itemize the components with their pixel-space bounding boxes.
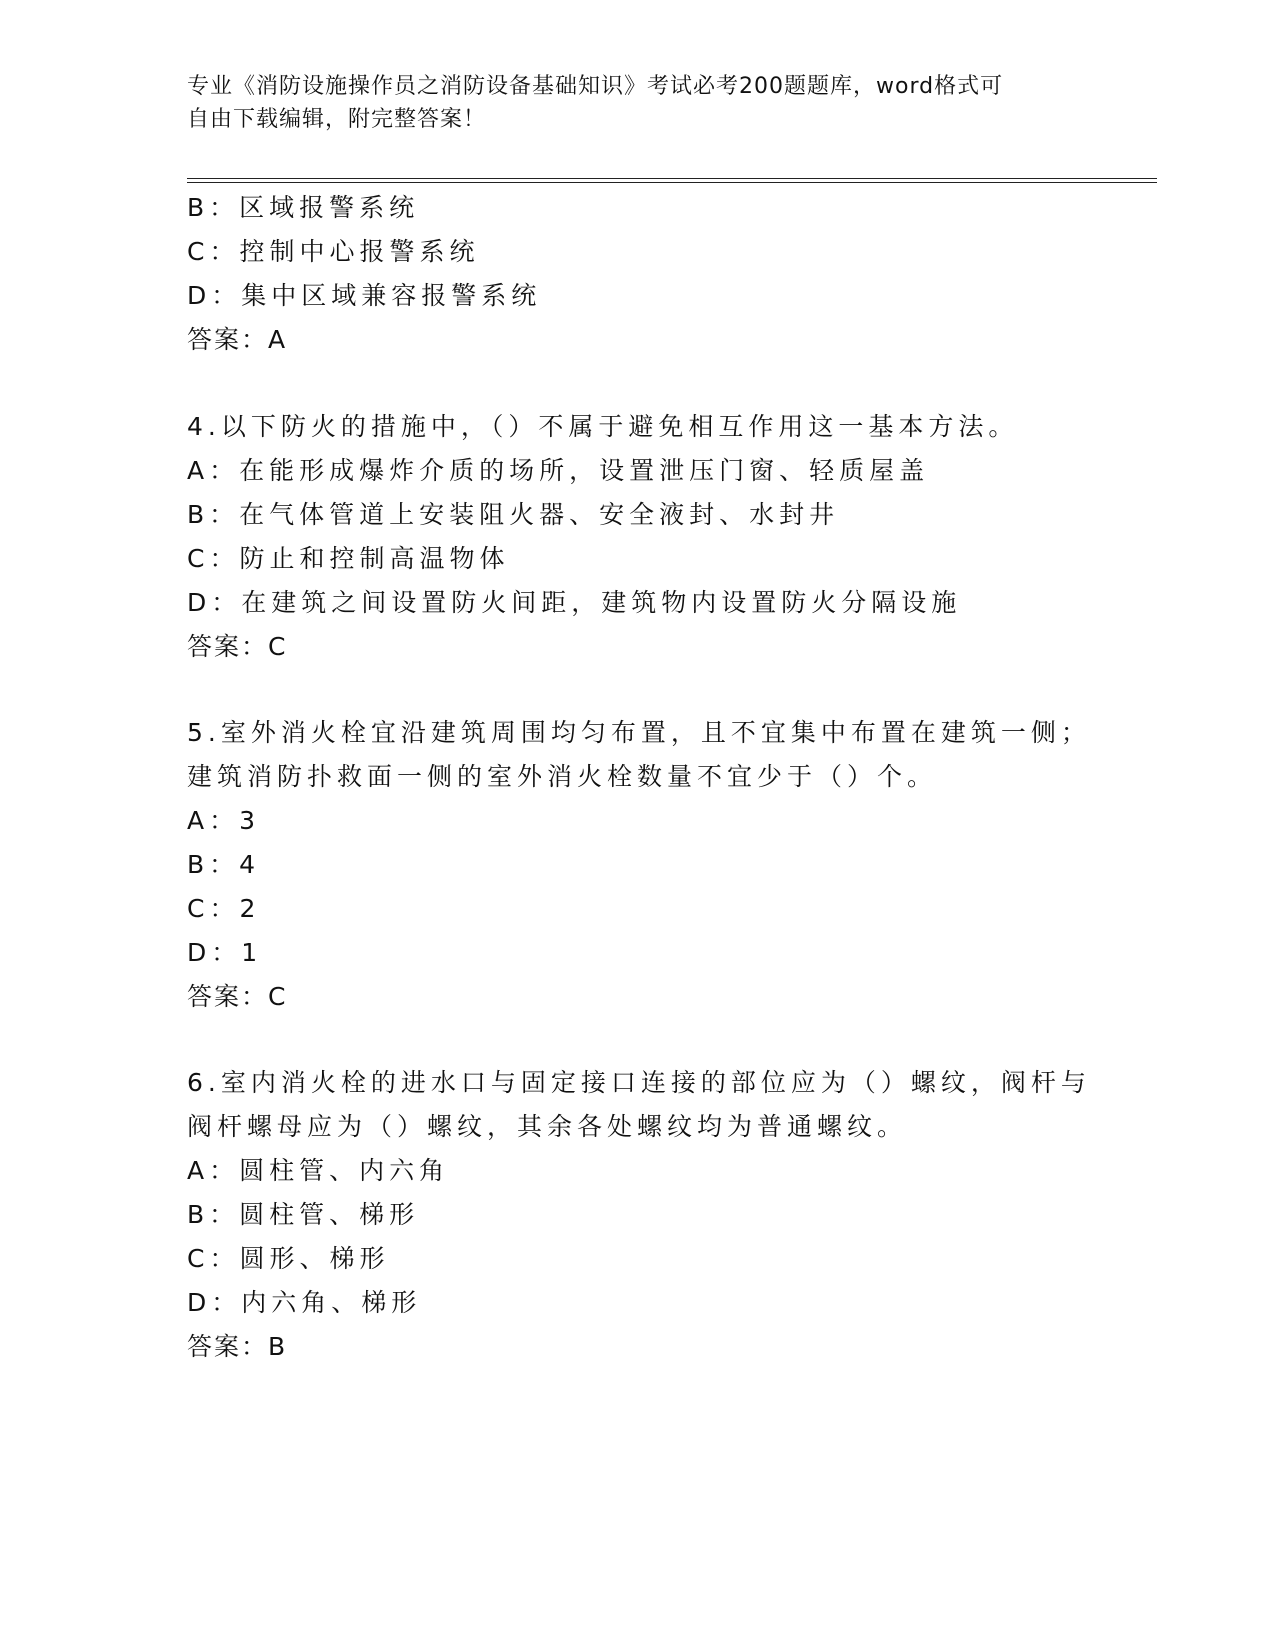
header-line-2: 自由下载编辑，附完整答案！ (187, 107, 487, 132)
option-b: B：圆柱管、梯形 (187, 1200, 420, 1229)
option-a: A：圆柱管、内六角 (187, 1156, 450, 1185)
option-b: B：在气体管道上安装阻火器、安全液封、水封井 (187, 500, 840, 529)
question-stem-line-2: 建筑消防扑救面一侧的室外消火栓数量不宜少于（）个。 (187, 762, 938, 791)
question-stem-line-2: 阀杆螺母应为（）螺纹，其余各处螺纹均为普通螺纹。 (187, 1112, 908, 1141)
option-d: D：1 (187, 938, 263, 967)
answer: 答案：C (187, 982, 288, 1011)
option-b: B：区域报警系统 (187, 193, 420, 222)
option-d: D：在建筑之间设置防火间距，建筑物内设置防火分隔设施 (187, 588, 962, 617)
answer: 答案：C (187, 632, 288, 661)
option-c: C：圆形、梯形 (187, 1244, 390, 1273)
header-divider-bottom (187, 182, 1157, 183)
answer: 答案：A (187, 325, 288, 354)
header-divider-top (187, 178, 1157, 179)
option-d: D：集中区域兼容报警系统 (187, 281, 542, 310)
document-header (187, 70, 1087, 136)
header-line-1: 专业《消防设施操作员之消防设备基础知识》考试必考200题题库，word格式可 (187, 74, 1004, 99)
option-c: C：防止和控制高温物体 (187, 544, 510, 573)
question-stem-line-1: 5.室外消火栓宜沿建筑周围均匀布置，且不宜集中布置在建筑一侧； (187, 718, 1091, 747)
question-stem: 4.以下防火的措施中，（）不属于避免相互作用这一基本方法。 (187, 412, 1019, 441)
question-stem-line-1: 6.室内消火栓的进水口与固定接口连接的部位应为（）螺纹，阀杆与 (187, 1068, 1091, 1097)
option-d: D：内六角、梯形 (187, 1288, 422, 1317)
option-c: C：控制中心报警系统 (187, 237, 480, 266)
option-a: A：3 (187, 806, 261, 835)
option-a: A：在能形成爆炸介质的场所，设置泄压门窗、轻质屋盖 (187, 456, 930, 485)
answer: 答案：B (187, 1332, 288, 1361)
option-c: C：2 (187, 894, 261, 923)
option-b: B：4 (187, 850, 261, 879)
